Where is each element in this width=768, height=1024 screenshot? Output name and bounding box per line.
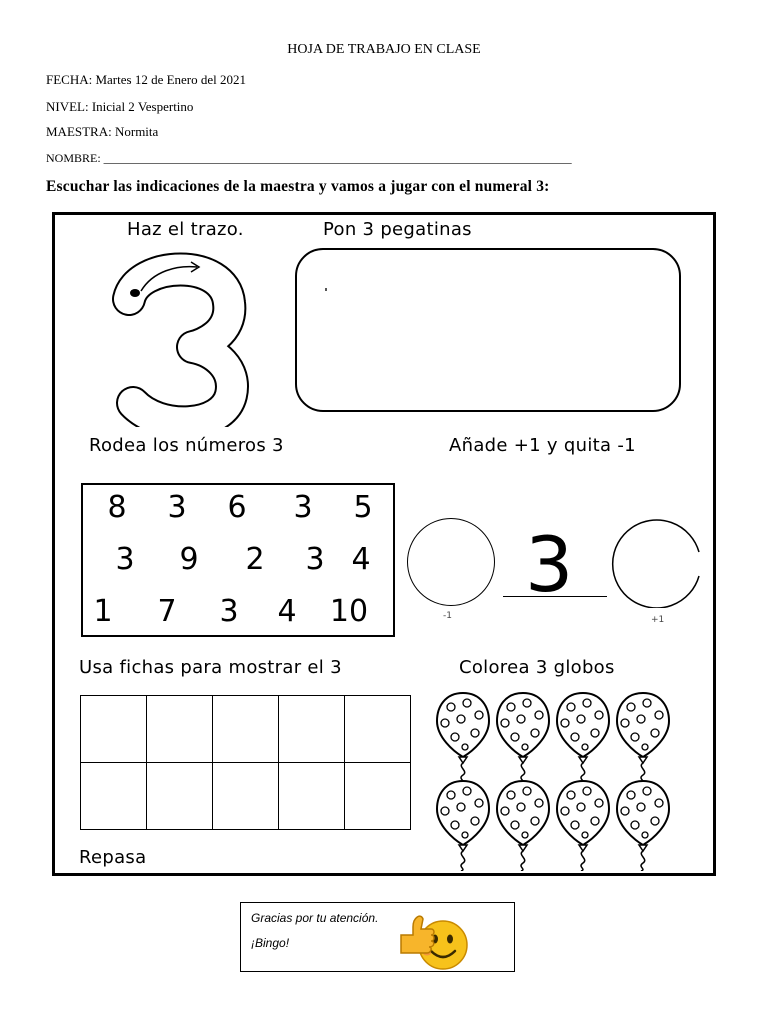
name-line[interactable]: NOMBRE: ______________________________________________________________________________ [46,151,572,165]
ten-frame-cell[interactable] [279,696,345,763]
balloon-icon [557,693,609,783]
ten-frame-cell[interactable] [81,763,147,830]
balloon-icon [617,781,669,871]
minus-one-circle[interactable] [407,518,495,606]
number-item[interactable]: 3 [305,542,325,577]
counters-label: Usa fichas para mostrar el 3 [79,657,342,678]
level-line: NIVEL: Inicial 2 Vespertino [46,99,194,114]
ten-frame-cell[interactable] [147,763,213,830]
ten-frame-cell[interactable] [147,696,213,763]
ten-frame-cell[interactable] [213,763,279,830]
balloons-label: Colorea 3 globos [459,657,615,678]
minus-one-label: -1 [443,611,452,621]
date-line: FECHA: Martes 12 de Enero del 2021 [46,72,247,87]
instruction-text: Escuchar las indicaciones de la maestra y vamos a jugar con el numeral 3: [46,178,550,195]
trace-label: Haz el trazo. [127,219,244,240]
number-item[interactable]: 5 [353,490,373,525]
number-item[interactable]: 8 [107,490,127,525]
number-item[interactable]: 4 [277,594,297,629]
teacher-line: MAESTRA: Normita [46,124,159,139]
number-item[interactable]: 3 [293,490,313,525]
balloon-icon [497,693,549,783]
ten-frame-cell[interactable] [279,763,345,830]
sticker-dot [325,288,327,291]
number-item[interactable]: 3 [167,490,187,525]
number-underline [503,596,607,597]
ten-frame-cell[interactable] [345,696,411,763]
balloon-icon [497,781,549,871]
bingo-text: ¡Bingo! [251,936,290,950]
number-item[interactable]: 9 [179,542,199,577]
balloon-icon [557,781,609,871]
balloon-icon [617,693,669,783]
worksheet-frame [52,212,716,876]
plus-one-circle[interactable] [611,518,703,608]
thanks-text: Gracias por tu atención. [251,911,379,925]
trace-three-icon[interactable] [107,251,257,427]
thumbs-up-smiley-icon [395,907,475,975]
balloons-group [435,691,675,871]
plus-one-label: +1 [651,615,665,625]
stickers-label: Pon 3 pegatinas [323,219,472,240]
number-item[interactable]: 1 [93,594,113,629]
center-number: 3 [525,520,574,609]
number-item[interactable]: 4 [351,542,371,577]
add-subtract-label: Añade +1 y quita -1 [449,435,636,456]
number-item[interactable]: 3 [115,542,135,577]
ten-frame[interactable] [80,695,411,830]
ten-frame-cell[interactable] [81,696,147,763]
number-item[interactable]: 7 [157,594,177,629]
number-item[interactable]: 3 [219,594,239,629]
number-item[interactable]: 2 [245,542,265,577]
circle-numbers-label: Rodea los números 3 [89,435,284,456]
sticker-area[interactable] [295,248,681,412]
sheet-title: HOJA DE TRABAJO EN CLASE [287,42,481,57]
balloon-icon [437,781,489,871]
thanks-box [240,902,515,972]
numbers-box [81,483,395,637]
ten-frame-cell[interactable] [345,763,411,830]
number-item[interactable]: 6 [227,490,247,525]
ten-frame-cell[interactable] [213,696,279,763]
number-item[interactable]: 10 [329,594,369,629]
balloon-icon [437,693,489,783]
review-label: Repasa [79,847,147,868]
